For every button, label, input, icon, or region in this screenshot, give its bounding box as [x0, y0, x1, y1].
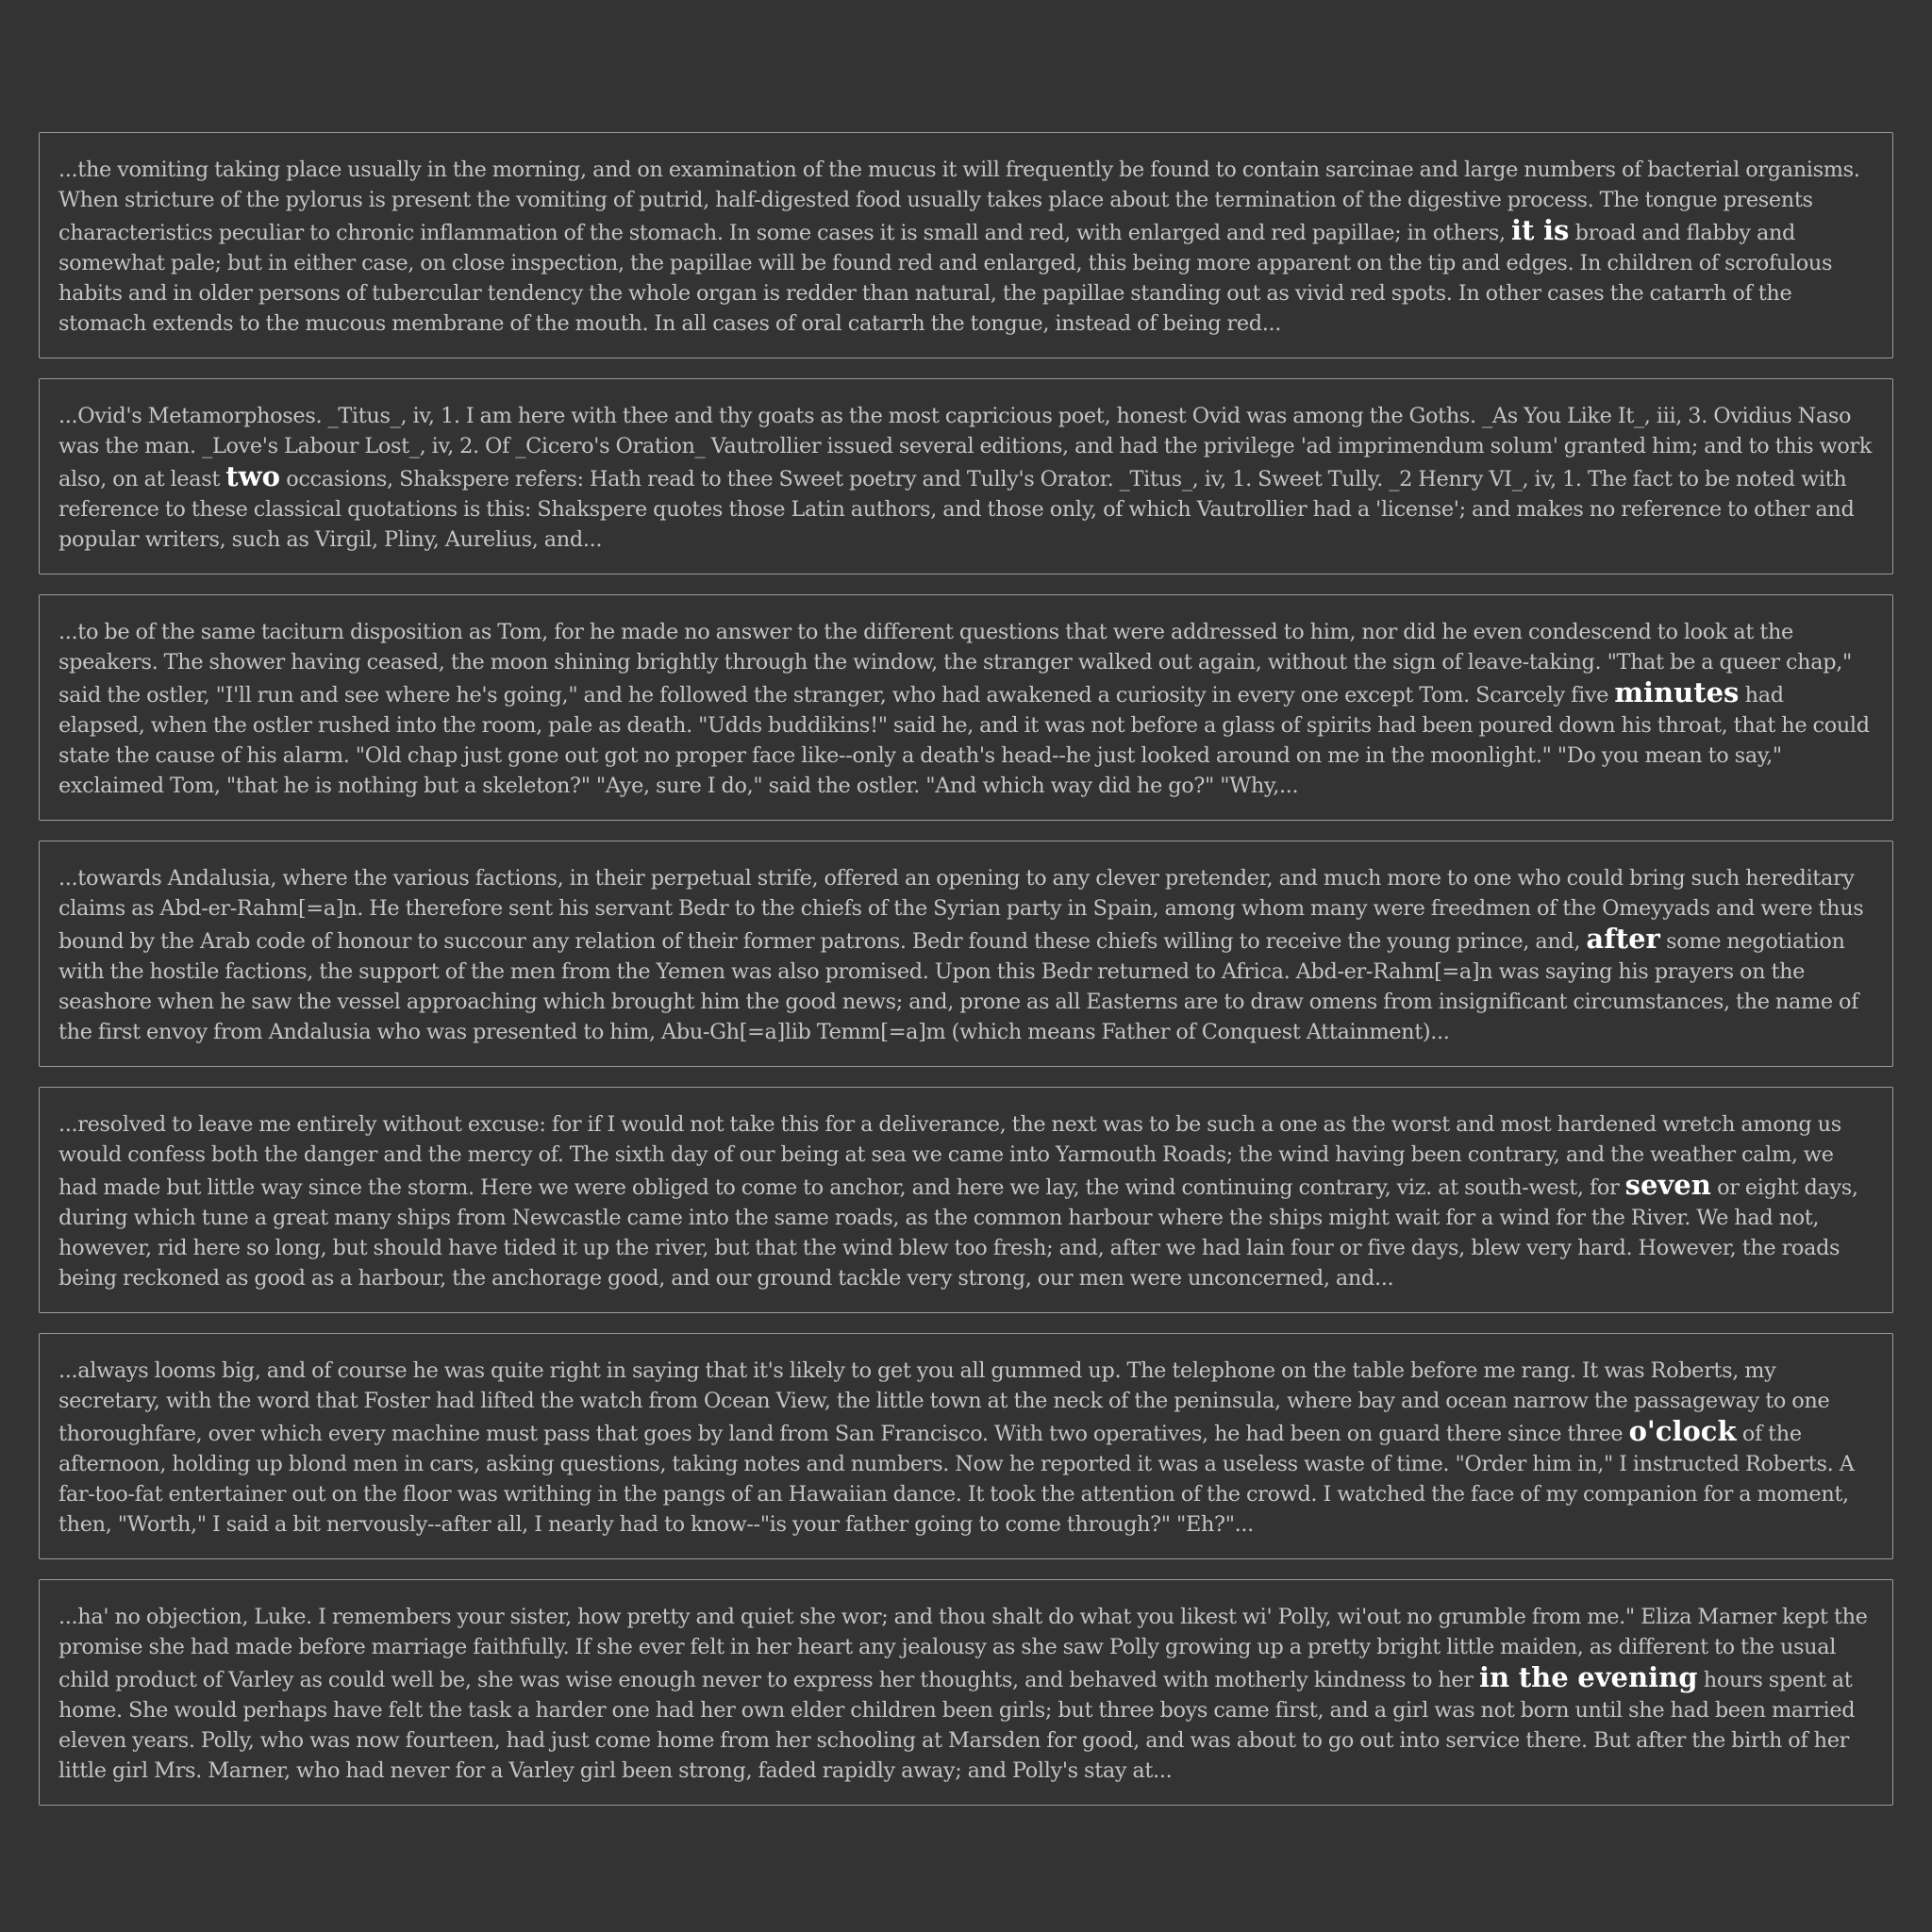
- highlighted-phrase: minutes: [1614, 676, 1740, 708]
- passage-text-after: broad and flabby and somewhat pale; but in either case, on close inspection, the papillae will be found red and enlarged, this being more apparent on the tip and edges. In children of scrofulous habits and in older persons of tubercular tendency the whole organ is redder than natural, the papillae standing out as vivid red spots. In other cases the catarrh of the stomach extends to the mucous membrane of the mouth. In all cases of oral catarrh the tongue, instead of being red...: [58, 221, 1833, 336]
- highlighted-phrase: o'clock: [1628, 1415, 1737, 1447]
- passage-card: [39, 594, 1893, 821]
- passage-card: [39, 1579, 1893, 1806]
- passage-list: [39, 132, 1893, 1825]
- passage-text-before: ...towards Andalusia, where the various factions, in their perpetual strife, offered an opening to any clever pretender, and much more to one who could bring such hereditary claims as Abd-er-Rahm[=a]n. He therefore sent his servant Bedr to the chiefs of the Syrian party in Spain, among whom many were freedmen of the Omeyyads and were thus bound by the Arab code of honour to succour any relation of their former patrons. Bedr found these chiefs willing to receive the young prince, and,: [58, 866, 1864, 954]
- highlighted-phrase: after: [1586, 923, 1660, 955]
- passage-card: [39, 841, 1893, 1067]
- passage-text-before: ...to be of the same taciturn disposition as Tom, for he made no answer to the different questions that were addressed to him, nor did he even condescend to look at the speakers. The shower having ceased, the moon shining brightly through the window, the stranger walked out again, without the sign of leave-taking. "That be a queer chap," said the ostler, "I'll run and see where he's going," and he followed the stranger, who had awakened a curiosity in every one except Tom. Scarcely five: [58, 620, 1852, 708]
- passage-text-before: ...Ovid's Metamorphoses. _Titus_, iv, 1. I am here with thee and thy goats as the most capricious poet, honest Ovid was among the Goths. _As You Like It_, iii, 3. Ovidius Naso was the man. _Love's Labour Lost_, iv, 2. Of _Cicero's Oration_ Vautrollier issued several editions, and had the privilege 'ad imprimendum solum' granted him; and to this work also, on at least: [58, 404, 1873, 491]
- passage-text-after: or eight days, during which tune a great many ships from Newcastle came into the same roads, as the common harbour where the ships might wait for a wind for the River. We had not, however, rid here so long, but should have tided it up the river, but that the wind blew too fresh; and, after we had lain four or five days, blew very hard. However, the roads being reckoned as good as a harbour, the anchorage good, and our ground tackle very strong, our men were unconcerned, and...: [58, 1175, 1858, 1291]
- highlighted-phrase: seven: [1624, 1169, 1711, 1201]
- passage-card: [39, 132, 1893, 358]
- highlighted-phrase: it is: [1511, 214, 1570, 246]
- passage-card: [39, 378, 1893, 575]
- highlighted-phrase: two: [225, 460, 280, 492]
- passage-text-before: ...always looms big, and of course he was quite right in saying that it's likely to get you all gummed up. The telephone on the table before me rang. It was Roberts, my secretary, with the word that Foster had lifted the watch from Ocean View, the little town at the neck of the peninsula, where bay and ocean narrow the passageway to one thoroughfare, over which every machine must pass that goes by land from San Francisco. With two operatives, he had been on guard there since three: [58, 1358, 1830, 1446]
- passage-text-before: ...resolved to leave me entirely without excuse: for if I would not take this for a deliverance, the next was to be such a one as the worst and most hardened wretch among us would confess both the danger and the mercy of. The sixth day of our being at sea we came into Yarmouth Roads; the wind having been contrary, and the weather calm, we had made but little way since the storm. Here we were obliged to come to anchor, and here we lay, the wind continuing contrary, viz. at south-west, for: [58, 1112, 1841, 1200]
- passage-text-before: ...ha' no objection, Luke. I remembers your sister, how pretty and quiet she wor; and thou shalt do what you likest wi' Polly, wi'out no grumble from me." Eliza Marner kept the promise she had made before marriage faithfully. If she ever felt in her heart any jealousy as she saw Polly growing up a pretty bright little maiden, as different to the usual child product of Varley as could well be, she was wise enough never to express her thoughts, and behaved with motherly kindness to her: [58, 1605, 1868, 1692]
- passage-text-after: had elapsed, when the ostler rushed into the room, pale as death. "Udds buddikins!" said he, and it was not before a glass of spirits had been poured down his throat, that he could state the cause of his alarm. "Old chap just gone out got no proper face like--only a death's head--he just looked around on me in the moonlight." "Do you mean to say," exclaimed Tom, "that he is nothing but a skeleton?" "Aye, sure I do," said the ostler. "And which way did he go?" "Why,...: [58, 683, 1870, 798]
- passage-card: [39, 1333, 1893, 1559]
- passage-text-after: of the afternoon, holding up blond men in cars, asking questions, taking notes and numbers. Now he reported it was a useless waste of time. "Order him in," I instructed Roberts. A far-too-fat entertainer out on the floor was writhing in the pangs of an Hawaiian dance. It took the attention of the crowd. I watched the face of my companion for a moment, then, "Worth," I said a bit nervously--after all, I nearly had to know--"is your father going to come through?" "Eh?"...: [58, 1422, 1855, 1537]
- highlighted-phrase: in the evening: [1479, 1661, 1698, 1693]
- passage-text-after: hours spent at home. She would perhaps have felt the task a harder one had her own elder children been girls; but three boys came first, and a girl was not born until she had been married eleven years. Polly, who was now fourteen, had just come home from her schooling at Marsden for good, and was about to go out into service there. But after the birth of her little girl Mrs. Marner, who had never for a Varley girl been strong, faded rapidly away; and Polly's stay at...: [58, 1668, 1856, 1783]
- passage-text-after: occasions, Shakspere refers: Hath read to thee Sweet poetry and Tully's Orator. _Titus_, iv, 1. Sweet Tully. _2 Henry VI_, iv, 1. The fact to be noted with reference to these classical quotations is this: Shakspere quotes those Latin authors, and those only, of which Vautrollier had a 'license'; and makes no reference to other and popular writers, such as Virgil, Pliny, Aurelius, and...: [58, 467, 1855, 552]
- passage-card: [39, 1087, 1893, 1313]
- passage-text-after: some negotiation with the hostile factions, the support of the men from the Yemen was also promised. Upon this Bedr returned to Africa. Abd-er-Rahm[=a]n was saying his prayers on the seashore when he saw the vessel approaching which brought him the good news; and, prone as all Easterns are to draw omens from insignificant circumstances, the name of the first envoy from Andalusia who was presented to him, Abu-Gh[=a]lib Temm[=a]m (which means Father of Conquest Attainment)...: [58, 929, 1859, 1044]
- passage-text-before: ...the vomiting taking place usually in the morning, and on examination of the mucus it will frequently be found to contain sarcinae and large numbers of bacterial organisms. When stricture of the pylorus is present the vomiting of putrid, half-digested food usually takes place about the termination of the digestive process. The tongue presents characteristics peculiar to chronic inflammation of the stomach. In some cases it is small and red, with enlarged and red papillae; in others,: [58, 158, 1860, 245]
